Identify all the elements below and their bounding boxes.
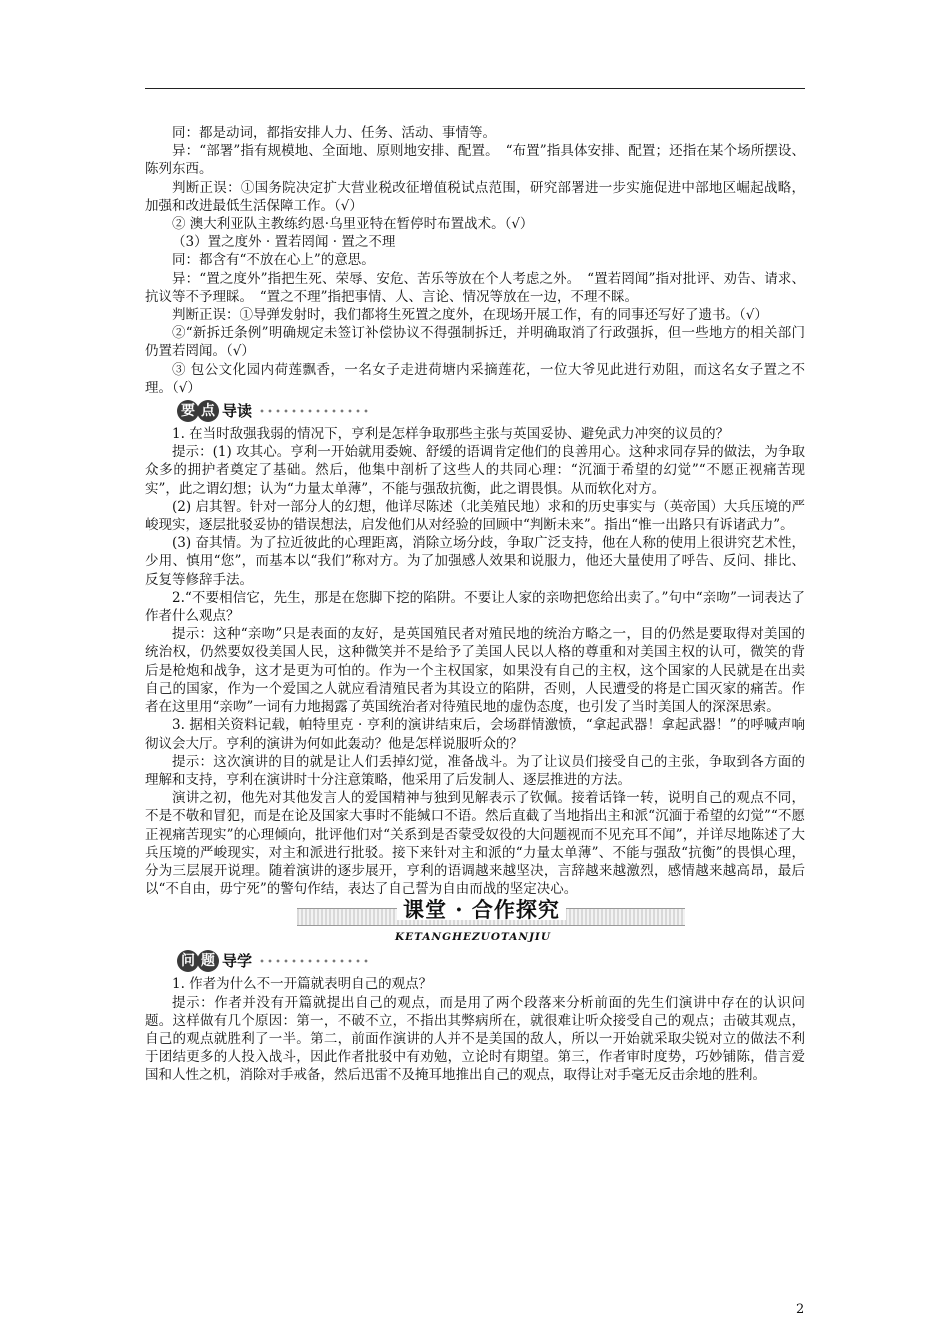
- paragraph: 判断正误：①国务院决定扩大营业税改征增值税试点范围，研究部署进一步实施促进中部地区崛起战略，加强和改进最低生活保障工作。（√）: [145, 179, 805, 214]
- heading-badge: 题: [197, 950, 219, 972]
- page-number: 2: [796, 1302, 805, 1317]
- paragraph: ② 澳大利亚队主教练约恩·乌里亚特在暂停时布置战术。（√）: [172, 216, 534, 233]
- heading-badge: 要: [177, 400, 199, 422]
- banner-title: 课堂 · 合作探究: [397, 901, 566, 919]
- dotted-ornament: [258, 958, 368, 964]
- question: 2.“不要相信它，先生，那是在您脚下挖的陷阱。不要让人家的亲吻把您给出卖了。”句中“亲吻”一词表达了作者什么观点？: [145, 589, 805, 625]
- header-rule: [145, 88, 805, 89]
- subheading: （3）置之度外 · 置若罔闻 · 置之不理: [172, 234, 396, 251]
- paragraph: ③ 包公文化园内荷莲飘香，一名女子走进荷塘内采摘莲花，一位大爷见此进行劝阻，而这名女子置之不理。（√）: [145, 361, 805, 396]
- heading-text: 导学: [222, 952, 253, 971]
- paragraph: (2) 启其智。针对一部分人的幻想，他详尽陈述（北美殖民地）求和的历史事实与（英帝国）大兵压境的严峻现实，逐层批驳妥协的错误想法，启发他们从对经验的回顾中“判断未来”。指出“惟一出路只有诉诸武力”。: [145, 498, 805, 534]
- heading-text: 导读: [222, 401, 253, 420]
- section-heading-key-points: [177, 398, 805, 424]
- page-body: [145, 124, 805, 1085]
- paragraph: 判断正误：①导弹发射时，我们都将生死置之度外，在现场开展工作，有的同事还写好了遗书。（√）: [172, 307, 768, 324]
- paragraph: 提示：这次演讲的目的就是让人们丢掉幻觉，准备战斗。为了让议员们接受自己的主张，争取到各方面的理解和支持，亨利在演讲时十分注意策略，他采用了后发制人、逐层推进的方法。: [145, 753, 805, 788]
- dotted-ornament: [258, 408, 368, 414]
- paragraph: 演讲之初，他先对其他发言人的爱国精神与独到见解表示了钦佩。接着话锋一转，说明自己的观点不同，不是不敬和冒犯，而是在论及国家大事时不能缄口不语。然后直截了当地指出主和派“沉湎于希望的幻觉”“不愿正视痛苦现实”的心理倾向，批评他们对“关系到是否蒙受奴役的大问题视而不见充耳不闻”，并详尽地陈述了大兵压境的严峻现实，对主和派进行批驳。接下来针对主和派的“力量太单薄”、不能与强敌“抗衡”的畏惧心理，分为三层展开说理。随着演讲的逐步展开，亨利的语调越来越坚决，言辞越来越激烈，感情越来越高昂，最后以“不自由，毋宁死”的警句作结，表达了自己誓为自由而战的坚定决心。: [145, 790, 805, 898]
- question: 1. 作者为什么不一开篇就表明自己的观点？: [172, 976, 433, 993]
- question: 3. 据相关资料记载，帕特里克 · 亨利的演讲结束后，会场群情激愤，“拿起武器！拿起武器！”的呼喊声响彻议会大厅。亨利的演讲为何如此轰动？他是怎样说服听众的？: [145, 717, 805, 752]
- paragraph: 提示：这种“亲吻”只是表面的友好，是英国殖民者对殖民地的统治方略之一，目的仍然是要取得对美国的统治权，仍然要奴役美国人民，这种微笑并不是给予了美国人民以人格的尊重和对美国主权的认可，微笑的背后是枪炮和战争，这才是更为可怕的。作为一个主权国家，如果没有自己的主权，这个国家的人民就是在出卖自己的国家，作为一个爱国之人就应看清殖民者为其设立的陷阱，否则，人民遭受的将是亡国灭家的痛苦。作者在这里用“亲吻”一词有力地揭露了英国统治者对待殖民地的虚伪态度，也引发了当时美国人的深深思索。: [145, 626, 805, 716]
- paragraph: 异：“部署”指有规模地、全面地、原则地安排、配置。 “布置”指具体安排、配置；还指在某个场所摆设、陈列东西。: [145, 143, 805, 178]
- section-heading-questions: [177, 948, 805, 974]
- paragraph: 同：都含有“不放在心上”的意思。: [172, 252, 375, 269]
- paragraph: 同：都是动词，都指安排人力、任务、活动、事情等。: [172, 125, 496, 141]
- paragraph: 提示：(1) 攻其心。亨利一开始就用委婉、舒缓的语调肯定他们的良善用心。这种求同存异的做法，为争取众多的拥护者奠定了基础。然后，他集中剖析了这些人的共同心理：“沉湎于希望的幻觉”“不愿正视痛苦现实”，此之谓幻想；认为“力量太单薄”，不能与强敌抗衡，此之谓畏惧。从而软化对方。: [145, 444, 805, 497]
- paragraph: 提示：作者并没有开篇就提出自己的观点，而是用了两个段落来分析前面的先生们演讲中存在的认识问题。这样做有几个原因：第一，不破不立，不指出其弊病所在，就很难让听众接受自己的观点；击破其观点，自己的观点就胜利了一半。第二，前面作演讲的人并不是美国的敌人，所以一开始就采取尖锐对立的做法不利于团结更多的人投入战斗，因此作者批驳中有劝勉，立论时有期望。第三，作者审时度势，巧妙铺陈，借言爱国和人性之机，消除对手戒备，然后迅雷不及掩耳地推出自己的观点，取得让对手毫无反击余地的胜利。: [145, 994, 805, 1084]
- paragraph: ②“新拆迁条例”明确规定未签订补偿协议不得强制拆迁，并明确取消了行政强拆，但一些地方的相关部门仍置若罔闻。（√）: [145, 325, 805, 360]
- heading-badge: 点: [197, 400, 219, 422]
- paragraph: (3) 奋其情。为了拉近彼此的心理距离，消除立场分歧，争取广泛支持，他在人称的使用上很讲究艺术性，少用、慎用“您”，而基本以“我们”称对方。为了加强感人效果和说服力，他还大量使用了呼告、反问、排比、反复等修辞手法。: [145, 535, 805, 588]
- banner-pinyin: KETANGHEZUOTANJIU: [395, 931, 551, 944]
- question: 1. 在当时敌强我弱的情况下，亨利是怎样争取那些主张与英国妥协、避免武力冲突的议员的？: [172, 426, 730, 443]
- paragraph: 异：“置之度外”指把生死、荣辱、安危、苦乐等放在个人考虑之外。 “置若罔闻”指对批评、劝告、请求、抗议等不予理睬。 “置之不理”指把事情、人、言论、情况等放在一边，不理不睬。: [145, 270, 805, 305]
- section-banner: [145, 897, 805, 944]
- heading-badge: 问: [177, 950, 199, 972]
